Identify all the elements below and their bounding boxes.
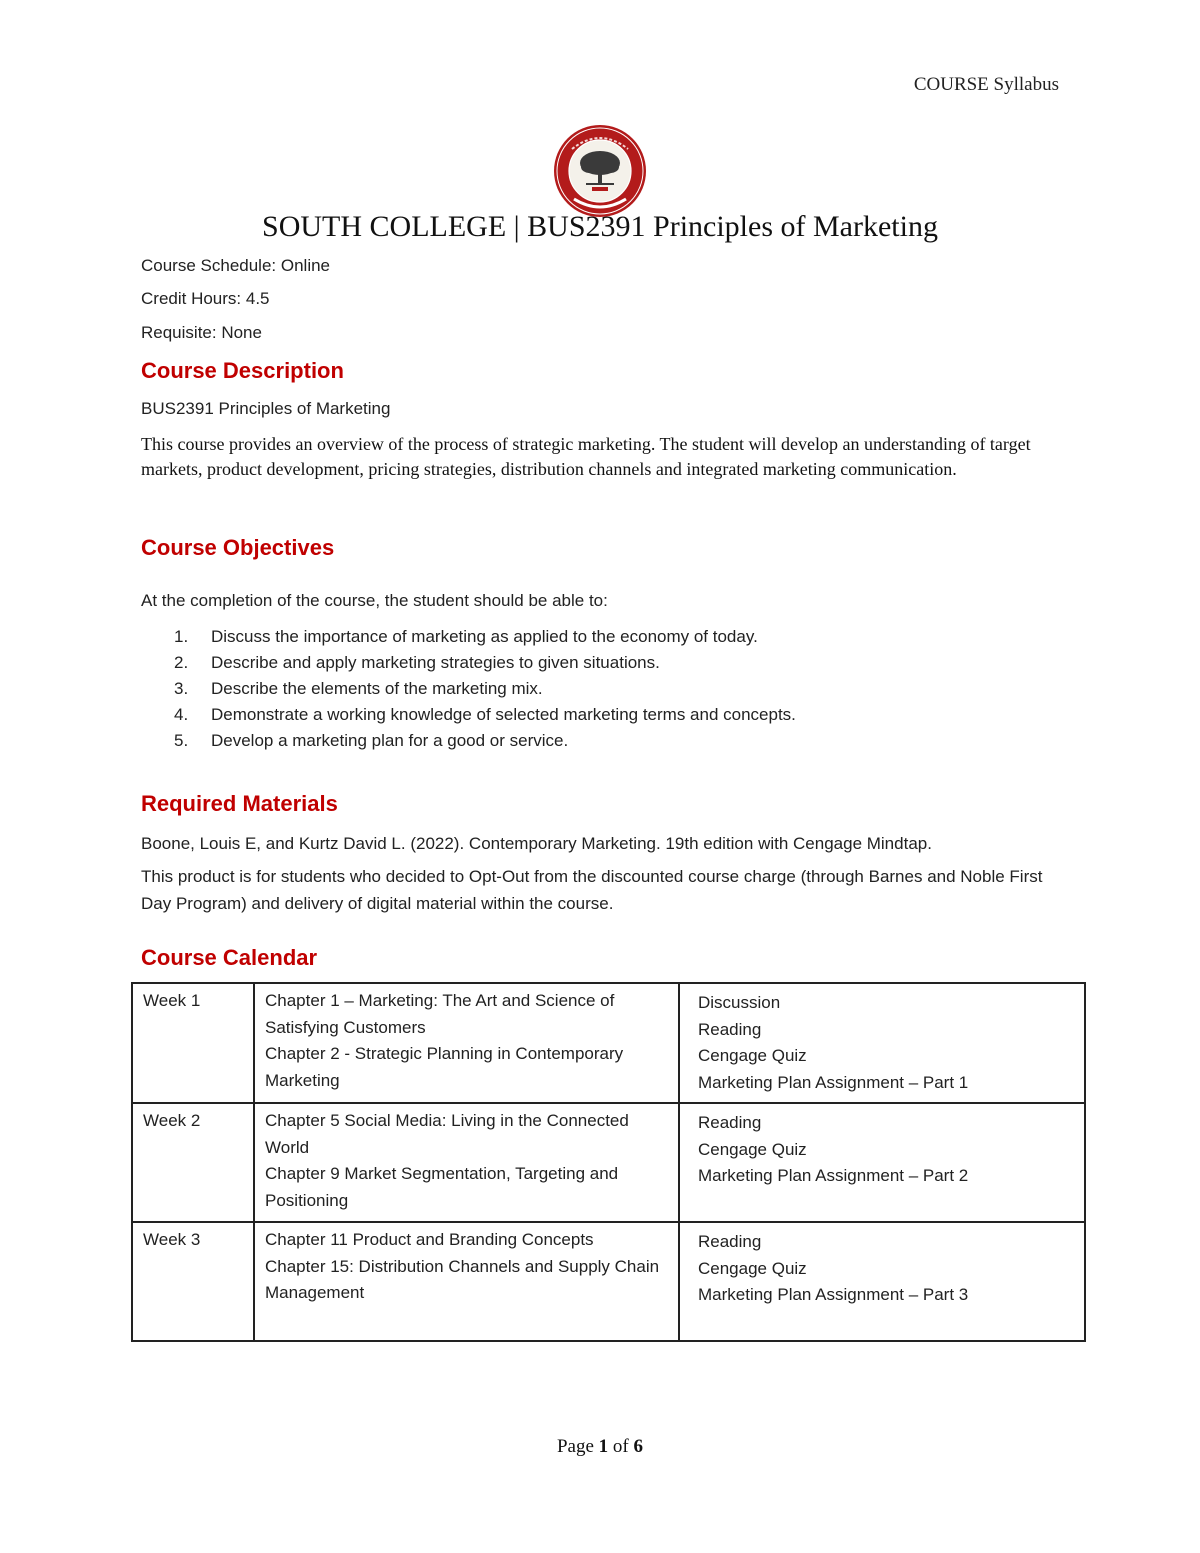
college-seal-logo [552,123,648,219]
current-page: 1 [598,1436,609,1457]
credit-hours: Credit Hours: 4.5 [141,289,270,308]
week-cell: Week 1 [132,983,254,1103]
requisite: Requisite: None [141,323,262,342]
task-item: Discussion [698,993,781,1012]
chapter-item: Chapter 1 – Marketing: The Art and Science of Satisfying Customers [265,991,615,1037]
chapters-cell [254,983,679,1103]
course-description-heading: Course Description [141,358,344,383]
task-item: Cengage Quiz [698,1046,807,1065]
table-row [132,1103,1085,1222]
task-item: Marketing Plan Assignment – Part 1 [698,1072,969,1092]
running-header: COURSE Syllabus [913,74,1059,95]
week-cell: Week 2 [132,1103,254,1222]
page-number-footer: Page 1 of 6 [556,1436,643,1457]
tasks-cell [679,1103,1085,1222]
week-cell: Week 3 [132,1222,254,1341]
chapter-item: Chapter 5 Social Media: Living in the Connected World [265,1111,629,1157]
chapter-item: Chapter 2 - Strategic Planning in Contemporary Marketing [265,1044,624,1090]
task-item: Cengage Quiz [698,1258,807,1278]
objectives-list [141,624,796,754]
list-item: 4. Demonstrate a working knowledge of selected marketing terms and concepts. [174,705,796,724]
chapter-item: Chapter 9 Market Segmentation, Targeting and Positioning [265,1164,619,1210]
task-item: Marketing Plan Assignment – Part 2 [698,1166,969,1185]
course-objectives-heading: Course Objectives [141,535,335,560]
materials-note: This product is for students who decided to Opt-Out from the discounted course charge (through Barnes and Noble First Day Program) and delivery of digital material within the course. [141,867,1043,913]
chapter-item: Chapter 15: Distribution Channels and Supply Chain Management [265,1256,660,1302]
list-item: 2. Describe and apply marketing strategies to given situations. [174,653,660,672]
course-name: BUS2391 Principles of Marketing [141,399,391,418]
course-calendar-table [131,982,1086,1342]
task-item: Reading [698,1232,762,1251]
course-description-text: This course provides an overview of the process of strategic marketing. The student will develop an understanding of target markets, product development, pricing strategies, distribution channels and integrated marketing communication. [141,434,1031,479]
table-row [132,983,1085,1103]
table-row [132,1222,1085,1341]
course-calendar-heading: Course Calendar [141,945,318,970]
tasks-cell [679,1222,1085,1341]
required-materials-heading: Required Materials [141,791,338,816]
total-pages: 6 [633,1436,643,1457]
chapters-cell [254,1103,679,1222]
course-schedule: Course Schedule: Online [141,256,331,275]
objectives-intro: At the completion of the course, the student should be able to: [141,591,608,610]
list-item: 1. Discuss the importance of marketing as applied to the economy of today. [174,627,758,646]
tasks-cell [679,983,1085,1103]
task-item: Cengage Quiz [698,1139,807,1159]
task-item: Marketing Plan Assignment – Part 3 [698,1285,969,1304]
materials-citation: Boone, Louis E, and Kurtz David L. (2022). Contemporary Marketing. 19th edition with Cengage Mindtap. [141,834,932,853]
task-item: Reading [698,1113,762,1132]
document-title: SOUTH COLLEGE | BUS2391 Principles of Marketing [262,210,938,243]
list-item: 3. Describe the elements of the marketing mix. [174,679,543,698]
task-item: Reading [698,1019,762,1039]
chapters-cell [254,1222,679,1341]
list-item: 5. Develop a marketing plan for a good or service. [174,731,569,750]
chapter-item: Chapter 11 Product and Branding Concepts [265,1230,594,1249]
